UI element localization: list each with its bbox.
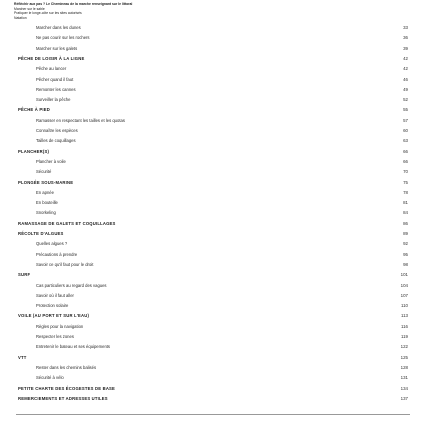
toc-label: RAMASSAGE DE GALETS ET COQUILLAGES xyxy=(18,220,116,226)
toc-page-number: 81 xyxy=(403,200,408,206)
bottom-rule xyxy=(16,414,410,415)
toc-item[interactable] xyxy=(18,45,408,53)
toc-item[interactable] xyxy=(18,117,408,125)
toc-page-number: 49 xyxy=(403,86,408,92)
toc-item[interactable] xyxy=(18,282,408,290)
toc-page-number: 95 xyxy=(403,251,408,257)
toc-section[interactable] xyxy=(18,148,408,156)
toc-item[interactable] xyxy=(18,76,408,84)
toc-page-number: 39 xyxy=(403,45,408,51)
toc-section[interactable] xyxy=(18,106,408,114)
toc-label: Cas particuliers au regard des vagues xyxy=(36,282,107,288)
toc-label: Règles pour la navigation xyxy=(36,323,84,329)
toc-page-number: 75 xyxy=(403,179,408,185)
toc-item[interactable] xyxy=(18,261,408,269)
toc-label: Savoir où il faut aller xyxy=(36,292,74,298)
toc-label: Marcher sur les galets xyxy=(36,45,78,51)
toc-page-number: 55 xyxy=(403,107,408,113)
toc-page-number: 60 xyxy=(403,128,408,133)
toc-section[interactable] xyxy=(18,220,408,228)
toc-label: Protection solaire xyxy=(36,303,69,309)
toc-item[interactable] xyxy=(18,96,408,104)
toc-label: Sécurité xyxy=(36,169,52,175)
toc-label: PLONGÉE SOUS-MARINE xyxy=(18,179,74,185)
toc-label: RÉCOLTE D'ALGUES xyxy=(18,231,64,236)
toc-page-number: 104 xyxy=(400,282,408,288)
toc-page-number: 84 xyxy=(403,210,408,216)
toc-label: Ramasser en respectant les tailles et les quotas xyxy=(36,117,125,123)
toc-item[interactable] xyxy=(18,251,408,259)
toc-item[interactable] xyxy=(18,34,408,42)
intro-line: Marcher sur le sable xyxy=(14,6,45,11)
toc-page-number: 134 xyxy=(400,385,408,391)
toc-page-number: 57 xyxy=(403,117,408,123)
toc-label: Rester dans les chemins balisés xyxy=(36,364,97,370)
toc-section[interactable] xyxy=(18,312,408,320)
toc-section[interactable] xyxy=(18,179,408,187)
toc-item[interactable] xyxy=(18,333,408,341)
toc-item[interactable] xyxy=(18,343,408,351)
toc-page-number: 89 xyxy=(403,231,408,236)
toc-page-number: 125 xyxy=(400,354,408,360)
toc-page-number: 86 xyxy=(403,220,408,226)
toc-page-number: 119 xyxy=(401,334,408,339)
toc-page-number: 70 xyxy=(403,169,408,175)
toc-page-number: 36 xyxy=(403,35,408,41)
toc-label: PÊCHE À PIED xyxy=(18,107,50,113)
intro-line: Natation xyxy=(14,15,27,20)
toc-label: PETITE CHARTE DES ÉCOGESTES DE BASE xyxy=(18,385,116,391)
toc-item[interactable] xyxy=(18,209,408,217)
toc-item[interactable] xyxy=(18,86,408,94)
toc-section[interactable] xyxy=(18,55,408,63)
toc-page-number: 131 xyxy=(400,375,408,381)
toc-section[interactable] xyxy=(18,354,408,362)
toc-label: Remonter les cannes xyxy=(36,86,76,92)
toc-section[interactable] xyxy=(18,271,408,279)
toc-label: Entretenir le bateau et ses équipements xyxy=(36,344,111,350)
toc-label: PLANCHER(S) xyxy=(18,148,50,154)
toc-label: Pêcher quand il faut xyxy=(36,76,74,82)
toc-label: REMERCIEMENTS ET ADRESSES UTILES xyxy=(18,395,108,401)
intro-line: Pratiquer le longe-côte sur les sites autorisés xyxy=(14,11,82,16)
toc-item[interactable] xyxy=(18,189,408,197)
toc-page-number: 66 xyxy=(403,158,408,164)
toc-item[interactable] xyxy=(18,199,408,207)
toc-section[interactable] xyxy=(18,230,408,238)
toc-label: Snorkeling xyxy=(36,210,56,216)
toc-label: Savoir ce qu'il faut pour le droit xyxy=(36,261,94,267)
toc-label: Sécurité à vélo xyxy=(36,375,64,381)
toc-label: VOILE (AU PORT ET SUR L'EAU) xyxy=(18,313,90,319)
toc-label: PÊCHE DE LOISIR À LA LIGNE xyxy=(18,55,85,61)
toc-page-number: 66 xyxy=(403,148,408,154)
toc-item[interactable] xyxy=(18,240,408,248)
toc-label: VTT xyxy=(18,354,27,360)
toc-page-number: 42 xyxy=(403,55,408,61)
toc-label: Quelles algues ? xyxy=(36,241,68,247)
toc-item[interactable] xyxy=(18,65,408,73)
intro-line: Réfléchir aux pas ? Le Chemineau de la marche renseignant sur le littoral xyxy=(14,2,133,6)
toc-label: Tailles de coquillages xyxy=(36,138,76,144)
toc-item[interactable] xyxy=(18,24,408,32)
toc-page-number: 122 xyxy=(400,344,408,350)
toc-label: Surveiller la pêche xyxy=(36,97,71,103)
toc-page-number: 46 xyxy=(403,76,408,82)
toc-page-number: 107 xyxy=(400,292,408,298)
toc-page-number: 116 xyxy=(401,323,408,329)
toc-label: Respecter les zones xyxy=(36,334,74,339)
toc-page-number: 101 xyxy=(400,272,408,278)
toc-label: Pêche au lancer xyxy=(36,66,67,72)
toc-page-number: 92 xyxy=(403,241,408,247)
toc-label: SURF xyxy=(18,272,31,278)
toc-label: En apnée xyxy=(36,189,54,195)
toc-item[interactable] xyxy=(18,302,408,310)
toc-label: En bouteille xyxy=(36,200,58,206)
toc-item[interactable] xyxy=(18,364,408,372)
toc-page-number: 52 xyxy=(403,97,408,103)
toc-label: Plancher à voile xyxy=(36,158,66,164)
toc-page-number: 98 xyxy=(403,261,408,267)
toc-item[interactable] xyxy=(18,168,408,176)
toc-item[interactable] xyxy=(18,374,408,382)
toc-section[interactable] xyxy=(18,395,408,403)
toc-page-number: 78 xyxy=(403,189,408,195)
toc-label: Marcher dans les dunes xyxy=(36,25,81,30)
toc-page-number: 113 xyxy=(401,313,408,319)
toc-page-number: 137 xyxy=(400,395,408,401)
toc-label: Précautions à prendre xyxy=(36,251,78,257)
toc-page-number: 42 xyxy=(403,66,408,72)
toc-section[interactable] xyxy=(18,385,408,393)
toc-page-number: 128 xyxy=(400,364,408,370)
toc-label: Connaître les espèces xyxy=(36,128,78,133)
toc-item[interactable] xyxy=(18,137,408,145)
toc-item[interactable] xyxy=(18,323,408,331)
toc-page-number: 33 xyxy=(403,25,408,30)
toc-item[interactable] xyxy=(18,292,408,300)
toc-page-number: 110 xyxy=(401,303,408,309)
toc-item[interactable] xyxy=(18,127,408,135)
toc-label: Ne pas courir sur les rochers xyxy=(36,35,90,41)
toc-item[interactable] xyxy=(18,158,408,166)
toc-page-number: 63 xyxy=(403,138,408,144)
